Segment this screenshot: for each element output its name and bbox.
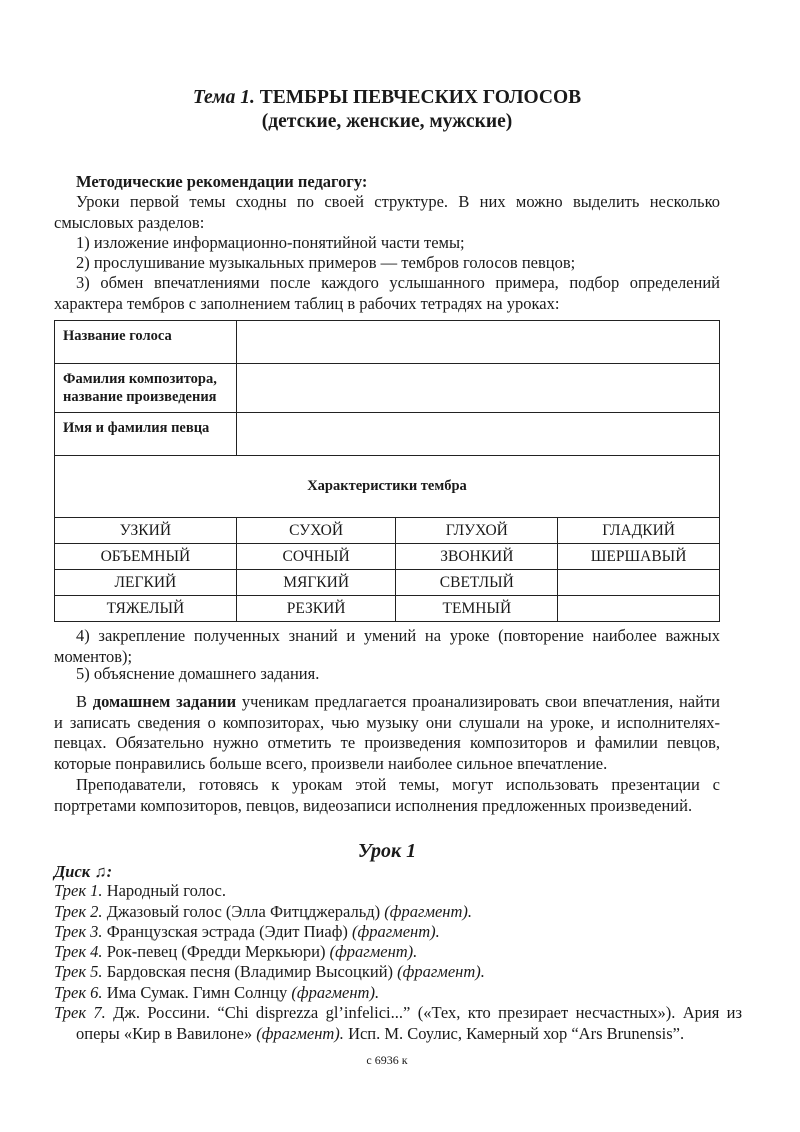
- table-cell: ТЯЖЕЛЫЙ: [55, 596, 237, 622]
- track-line: [54, 962, 720, 983]
- track-line: [54, 942, 720, 963]
- intro-paragraph: Уроки первой темы сходны по своей структуре. В них можно выделить несколько смысловых разделов:: [54, 192, 720, 232]
- list-item-4: 4) закрепление полученных знаний и умений на уроке (повторение наиболее важных моментов);: [54, 626, 720, 666]
- lesson-title: Урок 1: [357, 840, 417, 862]
- table-cell: [558, 570, 720, 596]
- disk-label: Диск ♫:: [54, 862, 113, 881]
- page-subtitle: (детские, женские, мужские): [261, 111, 513, 132]
- table-cell: РЕЗКИЙ: [236, 596, 396, 622]
- list-item-5: 5) объяснение домашнего задания.: [76, 664, 320, 683]
- table-cell: УЗКИЙ: [55, 518, 237, 544]
- track-note: (фрагмент).: [329, 942, 418, 961]
- list-item-2: 2) прослушивание музыкальных примеров — тембров голосов певцов;: [76, 253, 576, 272]
- page-title: [54, 86, 720, 109]
- homework-pre: В: [76, 692, 93, 711]
- track-text: Французская эстрада (Эдит Пиаф): [102, 922, 353, 941]
- table-cell: ГЛУХОЙ: [396, 518, 558, 544]
- voice-name-label: Название голоса: [55, 321, 237, 364]
- composer-cell: [236, 364, 719, 413]
- track-line: [54, 983, 720, 1004]
- title-prefix: Тема 1.: [192, 87, 255, 108]
- homework-bold: домашнем задании: [92, 692, 237, 711]
- table-cell: МЯГКИЙ: [236, 570, 396, 596]
- track-text: Народный голос.: [102, 881, 226, 900]
- voice-name-cell: [236, 321, 719, 364]
- methodical-heading: Методические рекомендации педагогу:: [76, 172, 368, 191]
- track-text: Дж. Россини. “Chi disprezza gl’infelici...” («Тех, кто презирает несчастных»). Ария из оперы «Кир в Вавилоне»: [76, 1003, 742, 1043]
- singer-cell: [236, 413, 719, 456]
- table-cell: ЛЕГКИЙ: [55, 570, 237, 596]
- title-main: ТЕМБРЫ ПЕВЧЕСКИХ ГОЛОСОВ: [259, 87, 582, 108]
- track-note: (фрагмент).: [291, 983, 380, 1002]
- track-number: Трек 6.: [54, 983, 103, 1002]
- track-line: [54, 902, 720, 923]
- footer-code: с 6936 к: [366, 1053, 408, 1067]
- singer-label: Имя и фамилия певца: [55, 413, 237, 456]
- table-cell: [558, 596, 720, 622]
- track-text: Има Сумак. Гимн Солнцу: [102, 983, 292, 1002]
- track-text: Рок-певец (Фредди Меркьюри): [102, 942, 330, 961]
- track-number: Трек 7.: [54, 1003, 106, 1022]
- track-number: Трек 1.: [54, 881, 103, 900]
- track-line: [54, 922, 720, 943]
- track-line: [54, 1003, 742, 1044]
- timbre-table: [54, 320, 720, 622]
- teachers-paragraph: Преподаватели, готовясь к урокам этой темы, могут использовать презентации с портретами композиторов, певцов, видеозаписи исполнения предложенных произведений.: [54, 775, 720, 815]
- table-cell: ОБЪЕМНЫЙ: [55, 544, 237, 570]
- track-note: (фрагмент).: [384, 902, 473, 921]
- track-number: Трек 3.: [54, 922, 103, 941]
- track-number: Трек 5.: [54, 962, 103, 981]
- homework-paragraph: [54, 692, 720, 774]
- table-cell: ТЕМНЫЙ: [396, 596, 558, 622]
- track-text: Бардовская песня (Владимир Высоцкий): [102, 962, 398, 981]
- track-note: (фрагмент).: [256, 1023, 344, 1043]
- track-note: (фрагмент).: [397, 962, 485, 981]
- track-number: Трек 4.: [54, 942, 103, 961]
- track-text: Исп. М. Соулис, Камерный хор “Ars Brunensis”.: [343, 1023, 685, 1043]
- characteristics-header: Характеристики тембра: [55, 456, 720, 518]
- list-item-1: 1) изложение информационно-понятийной части темы;: [76, 233, 465, 252]
- track-note: (фрагмент).: [352, 922, 440, 941]
- track-number: Трек 2.: [54, 902, 103, 921]
- table-cell: СОЧНЫЙ: [236, 544, 396, 570]
- track-line: [54, 881, 720, 902]
- table-cell: ШЕРШАВЫЙ: [558, 544, 720, 570]
- table-cell: ГЛАДКИЙ: [558, 518, 720, 544]
- list-item-3: 3) обмен впечатлениями после каждого услышанного примера, подбор определений характера тембров с заполнением таблиц в рабочих тетрадях на уроках:: [54, 273, 720, 313]
- track-text: Джазовый голос (Элла Фитцджеральд): [102, 902, 385, 921]
- table-cell: ЗВОНКИЙ: [396, 544, 558, 570]
- table-cell: СУХОЙ: [236, 518, 396, 544]
- composer-label: Фамилия композитора, название произведения: [55, 364, 237, 413]
- homework-text: ученикам предлагается проанализировать свои впечатления, найти и записать сведения о композиторах, чью музыку они слушали на уроке, и исполнителях-певцах. Обязательно нужно отметить те произведения композиторов и фамилии певцов, которые понравились больше всего, произвели наиболее сильное впечатление.: [54, 692, 720, 773]
- table-cell: СВЕТЛЫЙ: [396, 570, 558, 596]
